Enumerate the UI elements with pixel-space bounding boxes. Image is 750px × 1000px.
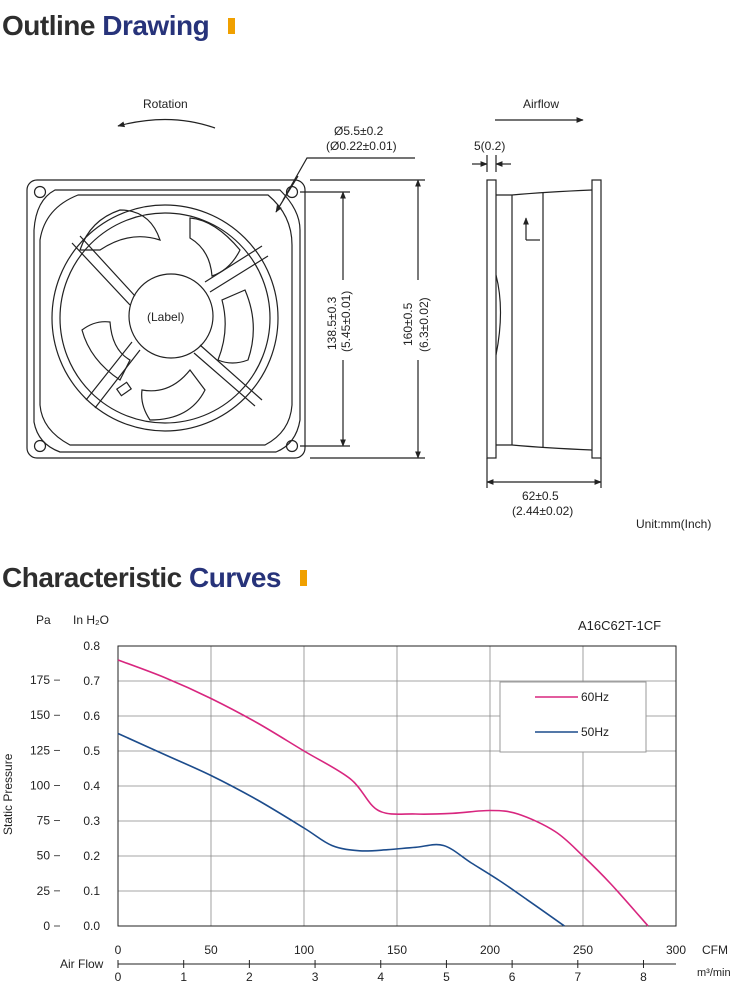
hub-label: (Label) bbox=[147, 310, 185, 324]
characteristic-chart bbox=[0, 600, 750, 1000]
y-tick-label-pa: 75 bbox=[36, 813, 50, 828]
x-unit-top: CFM bbox=[702, 943, 728, 957]
y-tick-label-inh2o: 0.8 bbox=[83, 639, 100, 653]
x-tick-label-cfm: 100 bbox=[293, 943, 315, 957]
title-accent-mark bbox=[228, 18, 235, 34]
x-tick-label-m3min: 0 bbox=[114, 970, 122, 984]
x-tick-label-cfm: 50 bbox=[204, 943, 218, 957]
title-word-curves: Curves bbox=[189, 562, 281, 593]
x-tick-label-m3min: 6 bbox=[508, 970, 516, 984]
model-label: A16C62T-1CF bbox=[578, 618, 662, 633]
y-tick-label-inh2o: 0.7 bbox=[83, 674, 100, 688]
mounting-hole-bottom-left bbox=[35, 441, 46, 452]
characteristic-curves-title bbox=[2, 562, 307, 594]
x-tick-label-m3min: 1 bbox=[180, 970, 188, 984]
x-tick-label-m3min: 5 bbox=[443, 970, 450, 984]
y-tick-label-pa: 175 bbox=[29, 673, 50, 688]
rotation-label: Rotation bbox=[143, 97, 188, 111]
title-accent-mark bbox=[300, 570, 307, 586]
y-tick-label-inh2o: 0.5 bbox=[83, 744, 100, 758]
y-tick-label-inh2o: 0.3 bbox=[83, 814, 100, 828]
hole-dimension-inch: (Ø0.22±0.01) bbox=[326, 139, 397, 153]
y-tick-label-pa: 125 bbox=[29, 743, 50, 758]
mounting-hole-bottom-right bbox=[287, 441, 298, 452]
y-tick-label-pa: 150 bbox=[29, 708, 50, 723]
y-tick-label-inh2o: 0.1 bbox=[83, 884, 100, 898]
chart-legend bbox=[500, 682, 646, 752]
x-tick-label-cfm: 150 bbox=[386, 943, 408, 957]
fan-blade bbox=[218, 290, 253, 363]
depth-dimension-inch: (2.44±0.02) bbox=[512, 504, 574, 518]
y-tick-label-pa: 0 bbox=[43, 919, 50, 933]
x-tick-label-m3min: 3 bbox=[311, 970, 319, 984]
y-tick-label-inh2o: 0.0 bbox=[83, 919, 100, 933]
flange-dimension: 5(0.2) bbox=[474, 139, 506, 153]
pitch-dimension-inch: (5.45±0.01) bbox=[339, 290, 353, 352]
fan-strut bbox=[205, 246, 268, 292]
mounting-hole-top-left bbox=[35, 187, 46, 198]
x-tick-label-m3min: 7 bbox=[574, 970, 582, 984]
legend-label-50hz: 50Hz bbox=[581, 725, 610, 739]
y-tick-label-pa: 50 bbox=[36, 848, 50, 863]
x-tick-label-m3min: 2 bbox=[246, 970, 253, 984]
outline-drawing bbox=[0, 60, 750, 540]
pitch-dimension-mm: 138.5±0.3 bbox=[325, 296, 339, 350]
y-tick-label-inh2o: 0.4 bbox=[83, 779, 100, 793]
y-tick-label-inh2o: 0.2 bbox=[83, 849, 100, 863]
outline-drawing-title bbox=[2, 10, 235, 42]
y-tick-label-pa: 25 bbox=[36, 883, 50, 898]
x-tick-label-cfm: 200 bbox=[479, 943, 501, 957]
airflow-label: Airflow bbox=[523, 97, 560, 111]
x-tick-label-cfm: 0 bbox=[114, 943, 122, 957]
legend-label-60hz: 60Hz bbox=[581, 690, 610, 704]
title-word-characteristic: Characteristic bbox=[2, 562, 182, 593]
hole-dimension-mm: Ø5.5±0.2 bbox=[334, 124, 384, 138]
x-tick-label-cfm: 300 bbox=[665, 943, 687, 957]
size-dimension-mm: 160±0.5 bbox=[401, 302, 415, 346]
fan-frame-side bbox=[487, 180, 496, 458]
fan-strut bbox=[194, 345, 262, 406]
x-unit-bottom: m³/min bbox=[697, 967, 731, 979]
y-axis-label: Static Pressure bbox=[1, 753, 15, 835]
legend-box bbox=[500, 682, 646, 752]
y-unit-right: In H₂O bbox=[73, 613, 109, 627]
fan-blade bbox=[80, 210, 160, 250]
title-word-drawing: Drawing bbox=[102, 10, 210, 41]
unit-note: Unit:mm(Inch) bbox=[636, 517, 712, 531]
x-axis-label: Air Flow bbox=[60, 957, 104, 971]
series-line-50hz bbox=[118, 734, 564, 927]
y-unit-left: Pa bbox=[36, 613, 51, 627]
x-tick-label-m3min: 8 bbox=[640, 970, 647, 984]
y-tick-label-inh2o: 0.6 bbox=[83, 709, 100, 723]
x-tick-label-m3min: 4 bbox=[377, 970, 385, 984]
title-word-outline: Outline bbox=[2, 10, 95, 41]
size-dimension-inch: (6.3±0.02) bbox=[417, 297, 431, 352]
fan-blade bbox=[142, 370, 205, 420]
rotation-arrow-icon bbox=[118, 119, 215, 128]
y-tick-label-pa: 100 bbox=[29, 778, 50, 793]
depth-dimension-mm: 62±0.5 bbox=[522, 489, 559, 503]
x-tick-label-cfm: 250 bbox=[572, 943, 594, 957]
